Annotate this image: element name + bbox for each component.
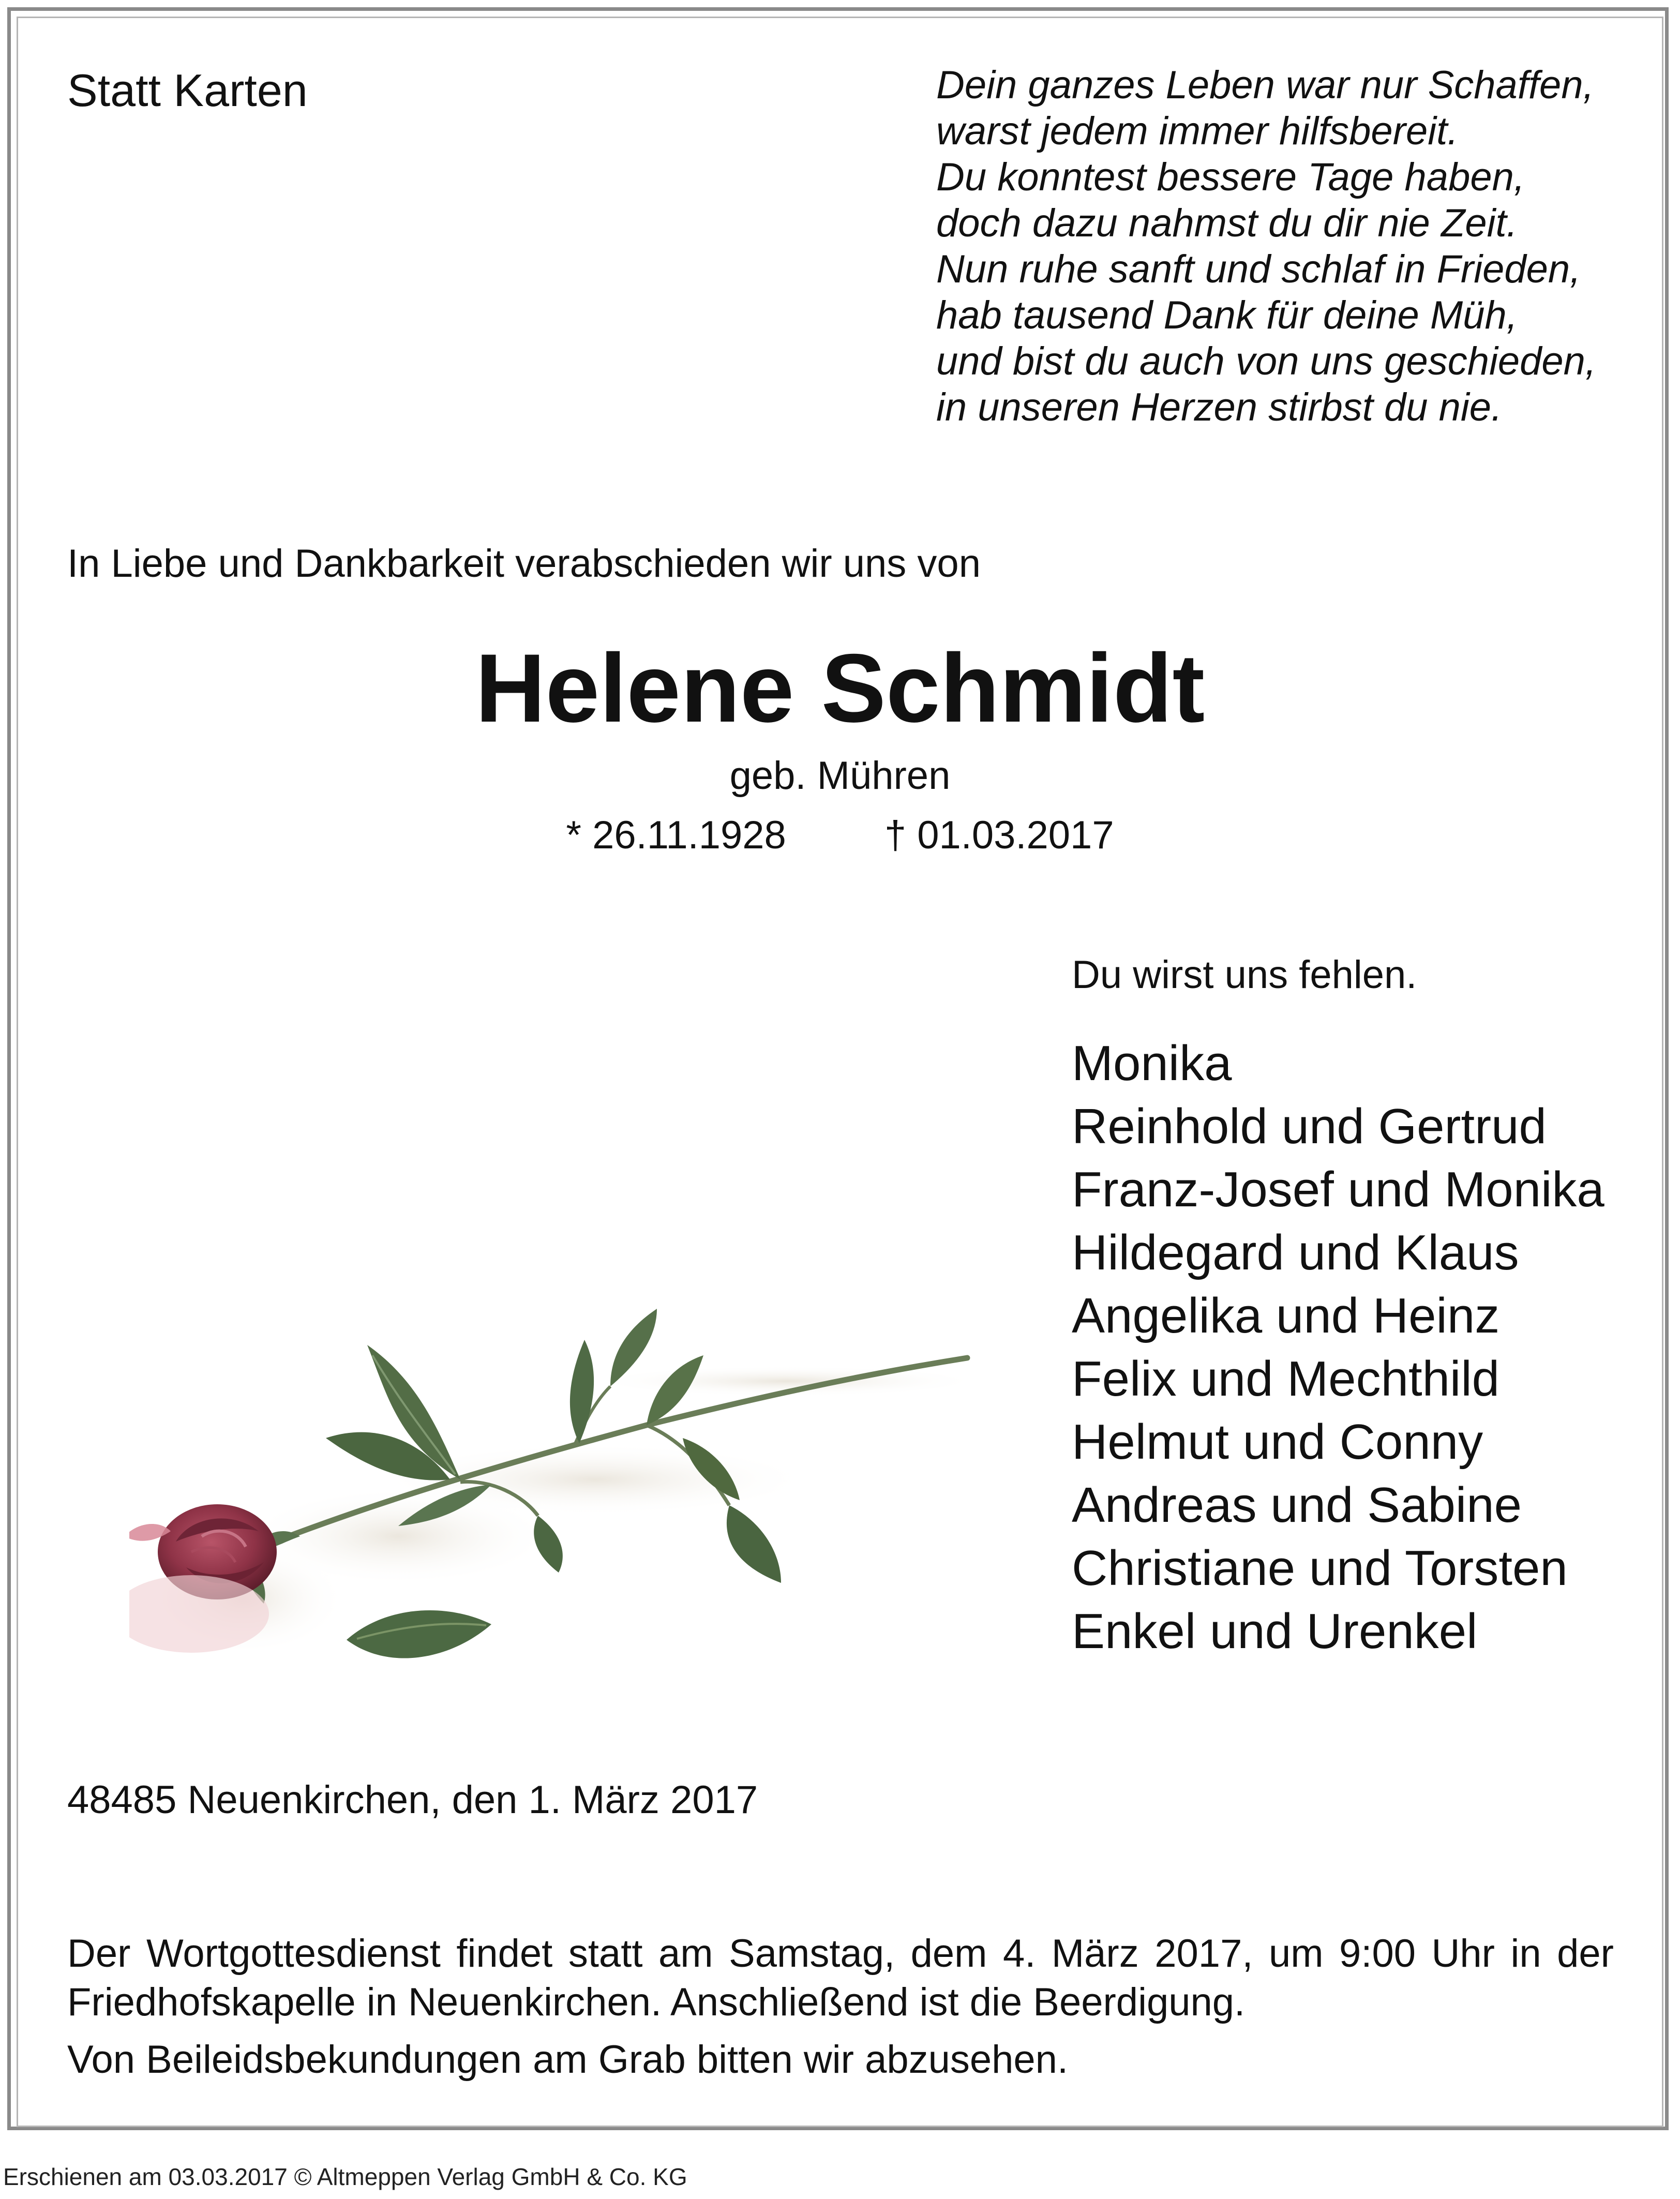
poem-line: Nun ruhe sanft und schlaf in Frieden, bbox=[936, 247, 1581, 291]
mourner-name: Andreas und Sabine bbox=[1072, 1477, 1522, 1533]
poem-line: Du konntest bessere Tage haben, bbox=[936, 155, 1525, 199]
death-date: † 01.03.2017 bbox=[884, 813, 1114, 857]
poem-line: doch dazu nahmst du dir nie Zeit. bbox=[936, 201, 1518, 245]
life-dates bbox=[0, 810, 1680, 861]
deceased-name: Helene Schmidt bbox=[475, 634, 1205, 742]
mourner-name: Christiane und Torsten bbox=[1072, 1540, 1568, 1596]
mourners-list bbox=[1072, 1032, 1604, 1663]
mourner-name: Monika bbox=[1072, 1036, 1232, 1091]
service-text: Der Wortgottesdienst findet statt am Samstag, dem 4. März 2017, um 9:00 Uhr in der Friedhofskapelle in Neuenkirchen. Anschließend ist die Beerdigung. bbox=[67, 1932, 1614, 2024]
poem-line: hab tausend Dank für deine Müh, bbox=[936, 293, 1518, 337]
statt-karten-heading: Statt Karten bbox=[67, 65, 308, 116]
mourner-name: Helmut und Conny bbox=[1072, 1414, 1483, 1470]
poem-line: warst jedem immer hilfsbereit. bbox=[936, 109, 1459, 153]
poem bbox=[936, 62, 1650, 430]
place-date: 48485 Neuenkirchen, den 1. März 2017 bbox=[67, 1778, 758, 1822]
mourner-name: Reinhold und Gertrud bbox=[1072, 1099, 1547, 1154]
farewell-text: Du wirst uns fehlen. bbox=[1072, 953, 1417, 997]
mourner-name: Franz-Josef und Monika bbox=[1072, 1162, 1604, 1217]
birth-date: * 26.11.1928 bbox=[566, 813, 786, 857]
mourner-name: Felix und Mechthild bbox=[1072, 1351, 1500, 1407]
rose-icon bbox=[129, 1309, 983, 1697]
publication-footer: Erschienen am 03.03.2017 © Altmeppen Verlag GmbH & Co. KG bbox=[3, 2163, 687, 2190]
poem-line: in unseren Herzen stirbst du nie. bbox=[936, 385, 1503, 429]
condolence-note: Von Beileidsbekundungen am Grab bitten wir abzusehen. bbox=[67, 2038, 1069, 2082]
mourner-name: Enkel und Urenkel bbox=[1072, 1604, 1478, 1659]
mourner-name: Hildegard und Klaus bbox=[1072, 1225, 1519, 1280]
poem-line: Dein ganzes Leben war nur Schaffen, bbox=[936, 63, 1594, 107]
poem-line: und bist du auch von uns geschieden, bbox=[936, 339, 1597, 383]
maiden-name: geb. Mühren bbox=[729, 754, 951, 798]
intro-text: In Liebe und Dankbarkeit verabschieden wir uns von bbox=[67, 542, 981, 586]
mourner-name: Angelika und Heinz bbox=[1072, 1288, 1500, 1343]
